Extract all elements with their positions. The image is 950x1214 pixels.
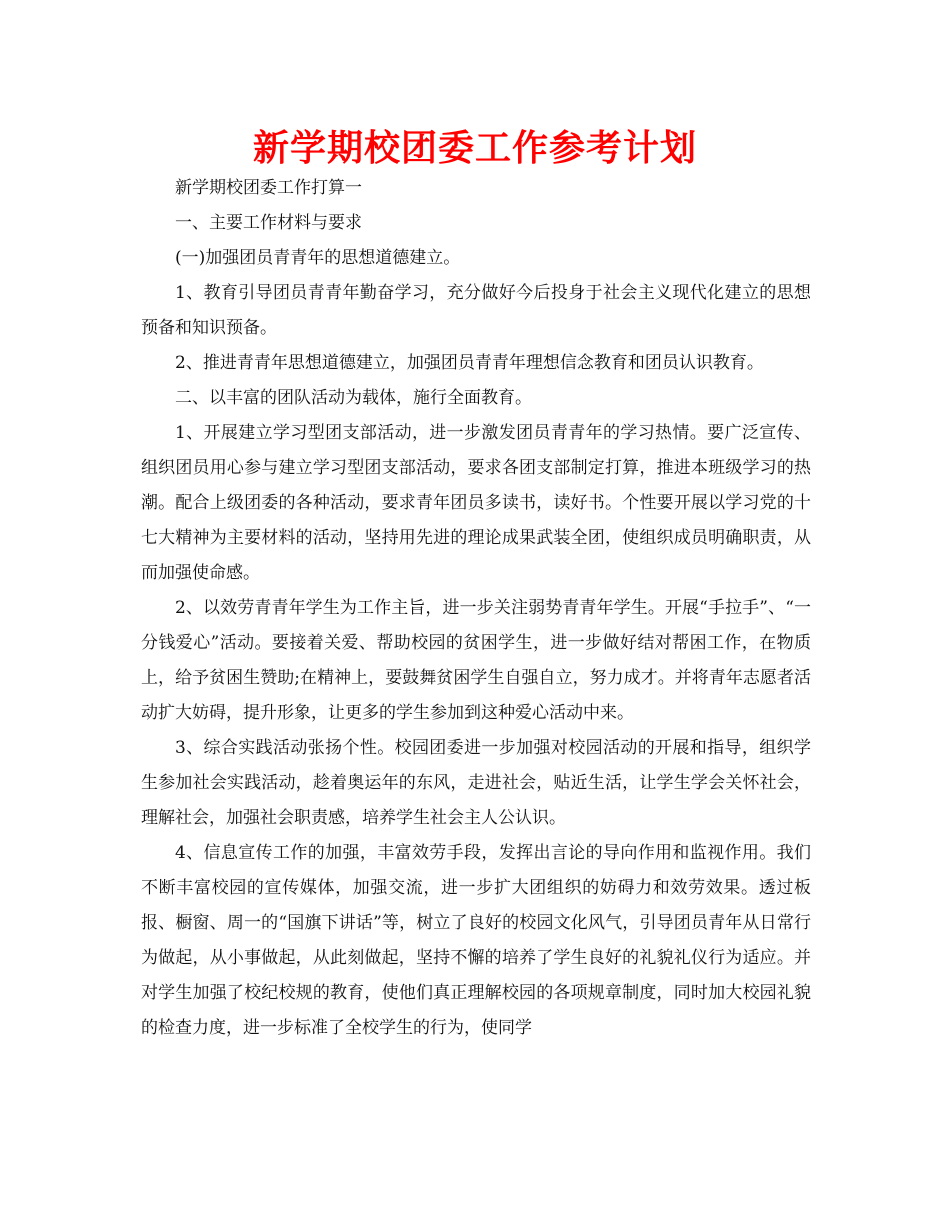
document-title: 新学期校团委工作参考计划 (252, 127, 697, 169)
paragraph-item-2-3: 3、综合实践活动张扬个性。校园团委进一步加强对校园活动的开展和指导，组织学生参加社会实践活动，趁着奥运年的东风，走进社会，贴近生活，让学生学会关怀社会，理解社会，加强社会职责感，培养学生社会主人公认识。 (141, 738, 811, 828)
paragraph-section-2-heading: 二、以丰富的团队活动为载体，施行全面教育。 (175, 388, 532, 408)
paragraph-subsection-1: (一)加强团员青青年的思想道德建立。 (175, 248, 461, 268)
paragraph-item-1-1: 1、教育引导团员青青年勤奋学习，充分做好今后投身于社会主义现代化建立的思想预备和知识预备。 (141, 283, 811, 338)
paragraph-section-1-heading: 一、主要工作材料与要求 (175, 213, 362, 233)
document-body (141, 171, 811, 1046)
paragraph-item-2-4: 4、信息宣传工作的加强，丰富效劳手段，发挥出言论的导向作用和监视作用。我们不断丰富校园的宣传媒体，加强交流，进一步扩大团组织的妨碍力和效劳效果。透过板报、橱窗、周一的“国旗下讲话”等，树立了良好的校园文化风气，引导团员青年从日常行为做起，从小事做起，从此刻做起，坚持不懈的培养了学生良好的礼貌礼仪行为适应。并对学生加强了校纪校规的教育，使他们真正理解校园的各项规章制度，同时加大校园礼貌的检查力度，进一步标准了全校学生的行为，使同学 (141, 843, 811, 1038)
paragraph-item-2-2: 2、以效劳青青年学生为工作主旨，进一步关注弱势青青年学生。开展“手拉手”、“一分钱爱心”活动。要接着关爱、帮助校园的贫困学生，进一步做好结对帮困工作，在物质上，给予贫困生赞助;在精神上，要鼓舞贫困学生自强自立，努力成才。并将青年志愿者活动扩大妨碍，提升形象，让更多的学生参加到这种爱心活动中来。 (141, 598, 811, 723)
paragraph-item-1-2: 2、推进青青年思想道德建立，加强团员青青年理想信念教育和团员认识教育。 (175, 353, 764, 373)
paragraph-plan-heading: 新学期校团委工作打算一 (175, 178, 362, 198)
paragraph-item-2-1: 1、开展建立学习型团支部活动，进一步激发团员青青年的学习热情。要广泛宣传、组织团员用心参与建立学习型团支部活动，要求各团支部制定打算，推进本班级学习的热潮。配合上级团委的各种活动，要求青年团员多读书，读好书。个性要开展以学习党的十七大精神为主要材料的活动，坚持用先进的理论成果武装全团，使组织成员明确职责，从而加强使命感。 (141, 423, 811, 583)
